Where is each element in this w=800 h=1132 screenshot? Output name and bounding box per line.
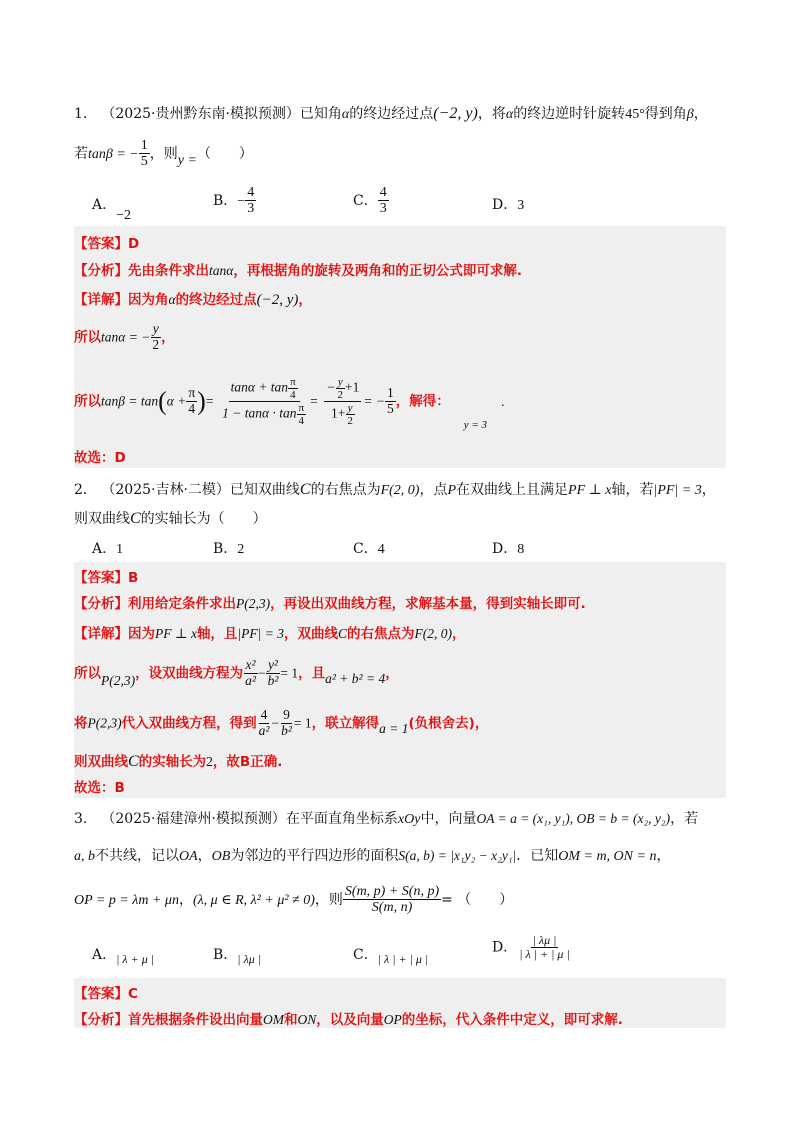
solution-3 (74, 978, 726, 1028)
q1-text: 若 (74, 145, 88, 162)
q1-option-d[interactable]: D．3 (492, 197, 525, 213)
s1-analysis: 【分析】先由条件求出tanα，再根据角的旋转及两角和的正切公式即可求解. (74, 263, 522, 279)
s1-so2: 所以tanβ = tan(α + $\frac{\pi}{4}$ )= tanα + tan $\frac{\pi}{4}$ 1 − tanα · tan $\frac{\pi}{4}$ = − $\frac{y}{2}$ +1 1+ $\frac{y}{2}$ = − $\frac{1}{5}$ ，解得：$_{y = 3}$. (74, 376, 505, 431)
q2-line1: 2． （2025·吉林·二模）已知双曲线C的右焦点为F(2, 0)，点P在双曲线上且满足PF ⊥ x轴，若|PF| = 3， (74, 481, 716, 498)
s2-then: 则双曲线C的实轴长为2，故B正确. (74, 753, 283, 770)
s1-detail: 【详解】因为角α的终边经过点(−2, y)， (74, 292, 312, 308)
s2-detail: 【详解】因为PF ⊥ x轴，且|PF| = 3，双曲线C的右焦点为F(2, 0)， (74, 626, 466, 642)
solution-2 (74, 562, 726, 798)
q1-option-b[interactable]: B．− $\frac{4}{3}$ (213, 185, 255, 217)
q1-beta: β (686, 107, 694, 122)
q1-text: 得到角 (644, 106, 687, 122)
q1-source: （2025·贵州黔东南·模拟预测） (101, 106, 300, 122)
s1-so1: 所以tanα = − $\frac{y}{2}$ ， (74, 321, 175, 352)
q3-option-d[interactable]: D． $\frac{| \lambda\mu |}{| \lambda | + | \mu |}$ (492, 933, 570, 962)
q1-line2 (74, 138, 726, 170)
s2-substitute: 将P(2,3)代入双曲线方程，得到 $\frac{4}{\text{a²}}$ − $\frac{9}{\text{b²}}$ = 1，联立解得a = 1(负根舍去)， (74, 707, 489, 738)
s2-analysis: 【分析】利用给定条件求出P(2,3)，再设出双曲线方程，求解基本量，得到实轴长即可. (74, 596, 586, 612)
q3-line3: OP = p = λm + μn，(λ, μ ∈ R, λ² + μ² ≠ 0)，则 $\frac{S(m, p) + S(n, p)}{S(m, n)}$ = （ ） (74, 884, 514, 916)
s1-choose: 故选：D (74, 450, 126, 466)
solution-1 (74, 226, 726, 468)
s2-answer: 【答案】B (74, 570, 139, 586)
q1-text: ，将 (477, 106, 506, 122)
q1-text: 的终边经过点 (349, 106, 434, 122)
s1-answer: 【答案】D (74, 236, 140, 252)
q2-option-d[interactable]: D．8 (492, 541, 525, 557)
q2-option-a[interactable]: A．1 (92, 541, 124, 557)
q1-text: 的终边逆时针旋转 (513, 106, 626, 122)
q1-alpha: α (341, 107, 350, 122)
q1-text: 已知角 (299, 106, 342, 122)
q1-text: ，则 (149, 145, 178, 162)
q1-paren: （ ） (196, 145, 253, 162)
q2-source: （2025·吉林·二模） (101, 482, 230, 498)
q1-yeq: y = (177, 152, 197, 168)
q3-option-c[interactable]: C．| λ | + | μ | (353, 947, 429, 966)
q3-line2: a, b不共线，记以OA，OB为邻边的平行四边形的面积S(a, b) = |x₁y₂ − x₂y₁|．已知OM = m, ON = n， (74, 848, 671, 864)
s3-analysis: 【分析】首先根据条件设出向量OM和ON，以及向量OP的坐标，代入条件中定义，即可求解. (74, 1012, 623, 1028)
q1-line1 (74, 104, 726, 125)
q3-source: （2025·福建漳州·模拟预测） (101, 811, 286, 827)
q1-point: (−2, y) (433, 105, 478, 122)
q2-line2: 则双曲线C的实轴长为（ ） (74, 510, 267, 527)
q1-option-a[interactable]: A．−2 (92, 197, 132, 223)
q1-fraction: $\frac{1}{5}$ (140, 138, 148, 170)
q2-option-b[interactable]: B．2 (213, 541, 245, 557)
s3-answer: 【答案】C (74, 986, 138, 1002)
q1-text: ， (693, 106, 708, 122)
q3-option-a[interactable]: A．| λ + μ | (92, 947, 155, 966)
q1-alpha: α (505, 107, 514, 122)
s2-so1: 所以P(2,3)，设双曲线方程为 $\frac{\text{x²}}{\text{a²}}$ − $\frac{\text{y²}}{\text{b²}}$ = 1，且a² + b² = 4， (74, 657, 399, 689)
q1-angle: 45° (625, 107, 645, 122)
q3-option-b[interactable]: B．| λμ | (213, 947, 262, 966)
q1-tanbeta: tanβ = − (88, 146, 139, 162)
q1-number: 1． (74, 106, 97, 122)
q3-number: 3． (74, 811, 97, 827)
s2-choose: 故选：B (74, 780, 125, 796)
q2-option-c[interactable]: C．4 (353, 541, 385, 557)
q2-number: 2． (74, 482, 97, 498)
q1-option-c[interactable]: C． $\frac{4}{3}$ (353, 185, 387, 217)
q3-line1: 3． （2025·福建漳州·模拟预测）在平面直角坐标系xOy中，向量OA = a = (x₁, y₁), OB = b = (x₂, y₂)，若 (74, 811, 699, 827)
